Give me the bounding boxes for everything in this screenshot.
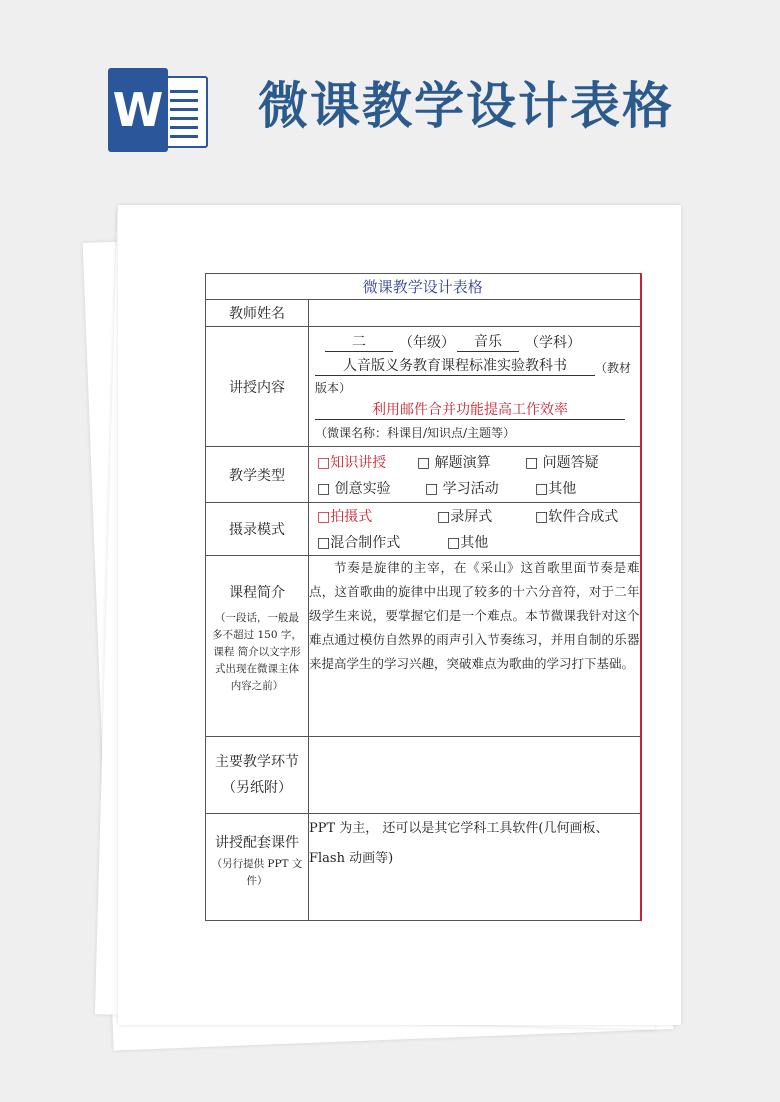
record-mode-options <box>309 503 641 556</box>
textbook-unit-cont: 版本） <box>315 380 352 395</box>
courseware-hint: （另行提供 PPT 文件） <box>211 858 303 887</box>
teacher-name-label: 教师姓名 <box>206 300 309 327</box>
lesson-design-form <box>205 273 642 921</box>
option-other-type[interactable]: □其他 <box>535 480 577 497</box>
grade-unit: （年级） <box>399 334 455 351</box>
courseware-label: 讲授配套课件 <box>215 835 299 851</box>
option-software-composite[interactable]: □软件合成式 <box>535 509 619 525</box>
word-logo-icon <box>108 68 208 152</box>
teacher-name-field[interactable] <box>309 300 641 327</box>
option-creative-experiment[interactable]: □ 创意实验 <box>317 480 391 497</box>
teach-type-options <box>309 447 641 503</box>
steps-label: 主要教学环节 <box>215 754 299 770</box>
teach-type-label: 教学类型 <box>206 447 309 503</box>
content-cell <box>309 327 641 447</box>
word-w-icon: W <box>108 68 168 152</box>
intro-hint: （一段话，一般最多不超过 150 字，课程 简介以文字形式出现在微课主体内容之前） <box>212 612 302 692</box>
intro-label-cell <box>206 556 309 737</box>
steps-label-cell <box>206 737 309 814</box>
intro-text: 节奏是旋律的主宰，在《采山》这首歌里面节奏是难点，这首歌曲的旋律中出现了较多的十六分音符，对于二年级学生来说，要掌握它们是一个难点。本节微课我针对这个难点通过模仿自然界的雨声引入节奏练习，并用自制的乐器来提高学生的学习兴趣，突破难点为歌曲的学习打下基础。 <box>309 556 641 737</box>
option-problem-solving[interactable]: □ 解题演算 <box>417 454 491 471</box>
courseware-label-cell <box>206 814 309 921</box>
option-screen-recording[interactable]: □录屏式 <box>437 509 493 525</box>
option-filming[interactable]: □拍摄式 <box>317 509 373 525</box>
subject-field[interactable]: 音乐 <box>457 331 519 352</box>
form-title: 微课教学设计表格 <box>206 274 641 300</box>
course-name-field[interactable]: 利用邮件合并功能提高工作效率 <box>315 399 625 420</box>
intro-label: 课程简介 <box>229 585 285 601</box>
textbook-unit: （教材 <box>595 360 632 375</box>
option-learning-activity[interactable]: □ 学习活动 <box>425 480 499 497</box>
steps-label-note: （另纸附） <box>222 780 292 796</box>
banner-title: 微课教学设计表格 <box>258 77 674 135</box>
subject-unit: （学科） <box>525 334 581 351</box>
steps-field[interactable] <box>309 737 641 814</box>
content-label: 讲授内容 <box>206 327 309 447</box>
course-name-hint: （微课名称：科课目/知识点/主题等） <box>315 426 516 440</box>
record-mode-label: 摄录模式 <box>206 503 309 556</box>
option-other-mode[interactable]: □其他 <box>447 535 489 551</box>
grade-field[interactable]: 二 <box>325 331 393 352</box>
option-mixed-production[interactable]: □混合制作式 <box>317 535 401 551</box>
option-qa[interactable]: □ 问题答疑 <box>525 454 599 471</box>
courseware-text: PPT 为主， 还可以是其它学科工具软件(几何画板、 Flash 动画等) <box>309 814 641 921</box>
textbook-field[interactable]: 人音版义务教育课程标准实验教科书 <box>315 355 595 376</box>
option-knowledge-lecture[interactable]: □知识讲授 <box>317 454 387 471</box>
